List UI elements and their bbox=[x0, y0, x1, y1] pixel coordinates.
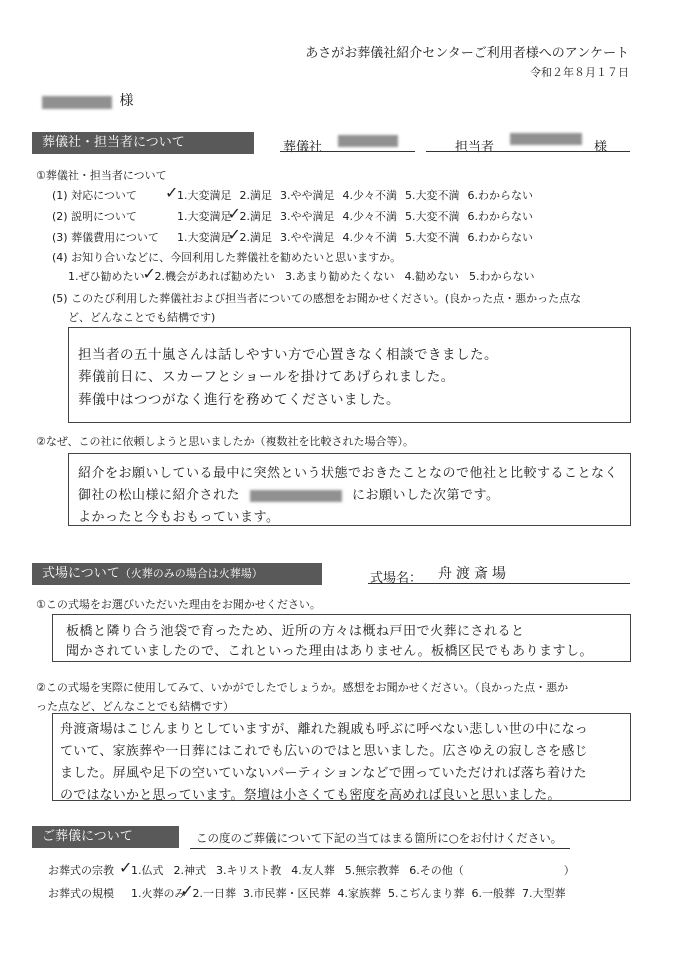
rating-option[interactable] bbox=[240, 187, 273, 203]
funeral-option-label: 4.友人葬 bbox=[291, 864, 335, 877]
funeral-instruction: この度のご葬儀について下記の当てはまる箇所に○をお付けください。 bbox=[196, 831, 563, 845]
staff-label: 担当者 bbox=[455, 140, 495, 155]
funeral-option[interactable] bbox=[472, 885, 516, 901]
venue-q2-text-line1: ②この式場を実際に使用してみて、いかがでしたでしょうか。感想をお聞かせください。（良かった点・悪か bbox=[36, 681, 569, 694]
checkmark-icon: ✓ bbox=[119, 858, 133, 877]
rating-option-label: 5.大変不満 bbox=[405, 189, 460, 202]
funeral-option[interactable] bbox=[388, 885, 465, 901]
rating-option-label: 6.わからない bbox=[467, 210, 533, 223]
recommend-option-label: 2.機会があれば勧めたい bbox=[154, 270, 275, 283]
redacted-company-name bbox=[250, 490, 342, 502]
funeral-option-label: 1.仏式 bbox=[131, 864, 164, 877]
venue-underline bbox=[368, 583, 630, 584]
recommend-option-label: 1.ぜひ勧めたい bbox=[68, 270, 145, 283]
rating-option-label: 2.満足 bbox=[239, 210, 272, 223]
funeral-option[interactable] bbox=[291, 862, 335, 878]
q5-text-line2: ど、どんなことでも結構です) bbox=[68, 311, 216, 324]
q5-text-line1: (5) このたび利用した葬儀社および担当者についての感想をお聞かせください。(良かった点・悪かった点な bbox=[52, 292, 582, 305]
venue-q2-answer-line: ました。屏風や足下の空いていないパーティションなどで囲っていただければ落ち着けた bbox=[60, 766, 587, 781]
funeral-row-label: お葬式の規模 bbox=[48, 887, 114, 900]
rating-option[interactable] bbox=[280, 229, 335, 245]
funeral-option[interactable] bbox=[522, 885, 566, 901]
rating-option[interactable] bbox=[343, 229, 398, 245]
survey-title: あさがお葬儀社紹介センターご利用者様へのアンケート bbox=[305, 46, 629, 61]
venue-q2-answer-line: ていて、家族葬や一日葬にはこれでも広いのではと思いました。広さゆえの寂しさを感じ bbox=[60, 744, 588, 759]
religion-row bbox=[48, 858, 585, 878]
rating-row-cost bbox=[52, 225, 541, 245]
funeral-option-label: 4.家族葬 bbox=[337, 887, 381, 900]
rating-option[interactable] bbox=[343, 187, 398, 203]
venue-q2-answer-line: 舟渡斎場はこじんまりとしていますが、離れた親戚も呼ぶに呼べない悲しい世の中になっ bbox=[60, 722, 589, 737]
reason-answer-line: よかったと今もおもっています。 bbox=[78, 510, 280, 525]
funeral-option-label: 3.市民葬・区民葬 bbox=[243, 887, 331, 900]
checkmark-icon: ✓ bbox=[227, 225, 241, 244]
staff-suffix: 様 bbox=[594, 140, 608, 155]
funeral-option-label: 6.一般葬 bbox=[471, 887, 515, 900]
funeral-option-label: ） bbox=[563, 864, 575, 877]
venue-label: 式場名： bbox=[370, 571, 423, 586]
rating-option[interactable] bbox=[177, 208, 232, 224]
q5-answer-line: 葬儀中はつつがなく進行を務めてくださいました。 bbox=[78, 392, 400, 408]
checkmark-icon: ✓ bbox=[227, 204, 241, 223]
funeral-option[interactable] bbox=[564, 862, 575, 878]
rating-option-label: 5.大変不満 bbox=[405, 210, 460, 223]
recommend-option[interactable] bbox=[405, 268, 460, 284]
funeral-option-label: 5.こぢんまり葬 bbox=[388, 887, 465, 900]
q4-text: (4) お知り合いなどに、今回利用した葬儀社を勧めたいと思いますか。 bbox=[52, 251, 402, 264]
rating-option[interactable] bbox=[227, 204, 273, 224]
venue-q2-text-line2: った点など、どんなことでも結構です） bbox=[36, 700, 234, 713]
q1-heading: ①葬儀社・担当者について bbox=[36, 169, 167, 182]
rating-option[interactable] bbox=[468, 208, 534, 224]
rating-option[interactable] bbox=[468, 229, 534, 245]
funeral-instruction-underline bbox=[190, 848, 570, 849]
funeral-option[interactable] bbox=[131, 885, 186, 901]
funeral-row-label: お葬式の宗教 bbox=[48, 864, 114, 877]
rating-option[interactable] bbox=[405, 187, 460, 203]
rating-option[interactable] bbox=[280, 208, 335, 224]
scale-row bbox=[48, 881, 573, 901]
funeral-option[interactable] bbox=[345, 862, 400, 878]
q5-answer-line: 担当者の五十嵐さんは話しやすい方で心置きなく相談できました。 bbox=[78, 347, 498, 363]
rating-option[interactable] bbox=[280, 187, 335, 203]
funeral-option[interactable] bbox=[216, 862, 281, 878]
rating-option[interactable] bbox=[468, 187, 534, 203]
staff-name bbox=[510, 132, 582, 145]
recommend-option[interactable] bbox=[469, 268, 535, 284]
recommend-option-label: 3.あまり勧めたくない bbox=[285, 270, 395, 283]
rating-row-label: (1) 対応について bbox=[52, 189, 137, 202]
section-header-funeral-company: 葬儀社・担当者について bbox=[32, 132, 254, 154]
funeral-option[interactable] bbox=[119, 858, 164, 878]
customer-name bbox=[42, 90, 134, 110]
rating-option-label: 3.やや満足 bbox=[280, 231, 335, 244]
q5-answer-line: 葬儀前日に、スカーフとショールを掛けてあげられました。 bbox=[78, 369, 455, 385]
funeral-option[interactable] bbox=[180, 881, 237, 901]
reason-answer-line: 紹介をお願いしている最中に突然という状態でおきたことなので他社と比較することなく bbox=[78, 466, 619, 481]
funeral-option-label: 7.大型葬 bbox=[522, 887, 566, 900]
funeral-option[interactable] bbox=[174, 862, 207, 878]
rating-option-label: 1.大変満足 bbox=[177, 189, 232, 202]
redacted-staff bbox=[510, 133, 582, 145]
venue-q1-text: ①この式場をお選びいただいた理由をお聞かせください。 bbox=[36, 598, 321, 611]
reason-answer-line: 御社の松山様に紹介された にお願いした次第です。 bbox=[78, 488, 500, 503]
venue-name: 舟渡斎場 bbox=[438, 566, 510, 582]
venue-q1-answer-line: 板橋と隣り合う池袋で育ったため、近所の方々は概ね戸田で火葬にされると bbox=[66, 624, 525, 639]
rating-option[interactable] bbox=[405, 208, 460, 224]
rating-option-label: 2.満足 bbox=[239, 231, 272, 244]
recommend-option[interactable] bbox=[142, 264, 276, 284]
rating-row-label: (2) 説明について bbox=[52, 210, 137, 223]
rating-row-label: (3) 葬儀費用について bbox=[52, 231, 159, 244]
redacted-company bbox=[338, 135, 398, 147]
rating-option-label: 4.少々不満 bbox=[342, 231, 397, 244]
venue-q1-answer-line: 聞かされていましたので、これといった理由はありません。板橋区民でもありますし。 bbox=[66, 644, 594, 659]
checkmark-icon: ✓ bbox=[165, 183, 179, 202]
checkmark-icon: ✓ bbox=[142, 264, 156, 283]
funeral-option[interactable] bbox=[338, 885, 382, 901]
rating-option-label: 1.大変満足 bbox=[177, 231, 232, 244]
staff-underline bbox=[426, 151, 630, 152]
rating-option[interactable] bbox=[177, 229, 232, 245]
rating-option-label: 3.やや満足 bbox=[280, 210, 335, 223]
redacted-name bbox=[42, 96, 112, 109]
section-header-venue: 式場について（火葬のみの場合は火葬場） bbox=[32, 563, 322, 585]
funeral-company-label: 葬儀社 bbox=[283, 140, 323, 155]
section-header-funeral: ご葬儀について bbox=[32, 826, 179, 848]
funeral-company-underline bbox=[280, 151, 415, 152]
funeral-option-label: 1.火葬のみ bbox=[131, 887, 186, 900]
funeral-option-label: 2.一日葬 bbox=[192, 887, 236, 900]
rating-option-label: 6.わからない bbox=[467, 231, 533, 244]
rating-option-label: 1.大変満足 bbox=[177, 210, 232, 223]
survey-date: 令和２年８月１７日 bbox=[530, 66, 629, 79]
funeral-option-label: 2.神式 bbox=[173, 864, 206, 877]
rating-option[interactable] bbox=[227, 225, 273, 245]
rating-option-label: 3.やや満足 bbox=[280, 189, 335, 202]
rating-option-label: 4.少々不満 bbox=[342, 210, 397, 223]
rating-row-response bbox=[52, 183, 541, 203]
funeral-option-label: 6.その他（ bbox=[409, 864, 464, 877]
rating-row-explanation bbox=[52, 204, 541, 224]
funeral-option[interactable] bbox=[409, 862, 464, 878]
q4-options bbox=[68, 264, 545, 284]
funeral-option[interactable] bbox=[243, 885, 331, 901]
recommend-option[interactable] bbox=[285, 268, 395, 284]
rating-option[interactable] bbox=[343, 208, 398, 224]
rating-option[interactable] bbox=[165, 183, 232, 203]
recommend-option[interactable] bbox=[68, 268, 145, 284]
rating-option-label: 6.わからない bbox=[467, 189, 533, 202]
funeral-option-label: 5.無宗教葬 bbox=[344, 864, 400, 877]
reason-question: ②なぜ、この社に依頼しようと思いましたか（複数社を比較された場合等）。 bbox=[36, 435, 415, 448]
rating-option[interactable] bbox=[405, 229, 460, 245]
venue-q2-answer-line: のではないかと思っています。祭壇は小さくても密度を高めれば良いと思いました。 bbox=[60, 788, 561, 803]
funeral-company-name bbox=[338, 134, 398, 147]
rating-option-label: 4.少々不満 bbox=[342, 189, 397, 202]
recommend-option-label: 5.わからない bbox=[469, 270, 535, 283]
funeral-option-label: 3.キリスト教 bbox=[216, 864, 282, 877]
recommend-option-label: 4.勧めない bbox=[404, 270, 459, 283]
customer-suffix: 様 bbox=[119, 93, 134, 109]
checkmark-icon: ✓ bbox=[180, 881, 194, 900]
rating-option-label: 2.満足 bbox=[239, 189, 272, 202]
rating-option-label: 5.大変不満 bbox=[405, 231, 460, 244]
